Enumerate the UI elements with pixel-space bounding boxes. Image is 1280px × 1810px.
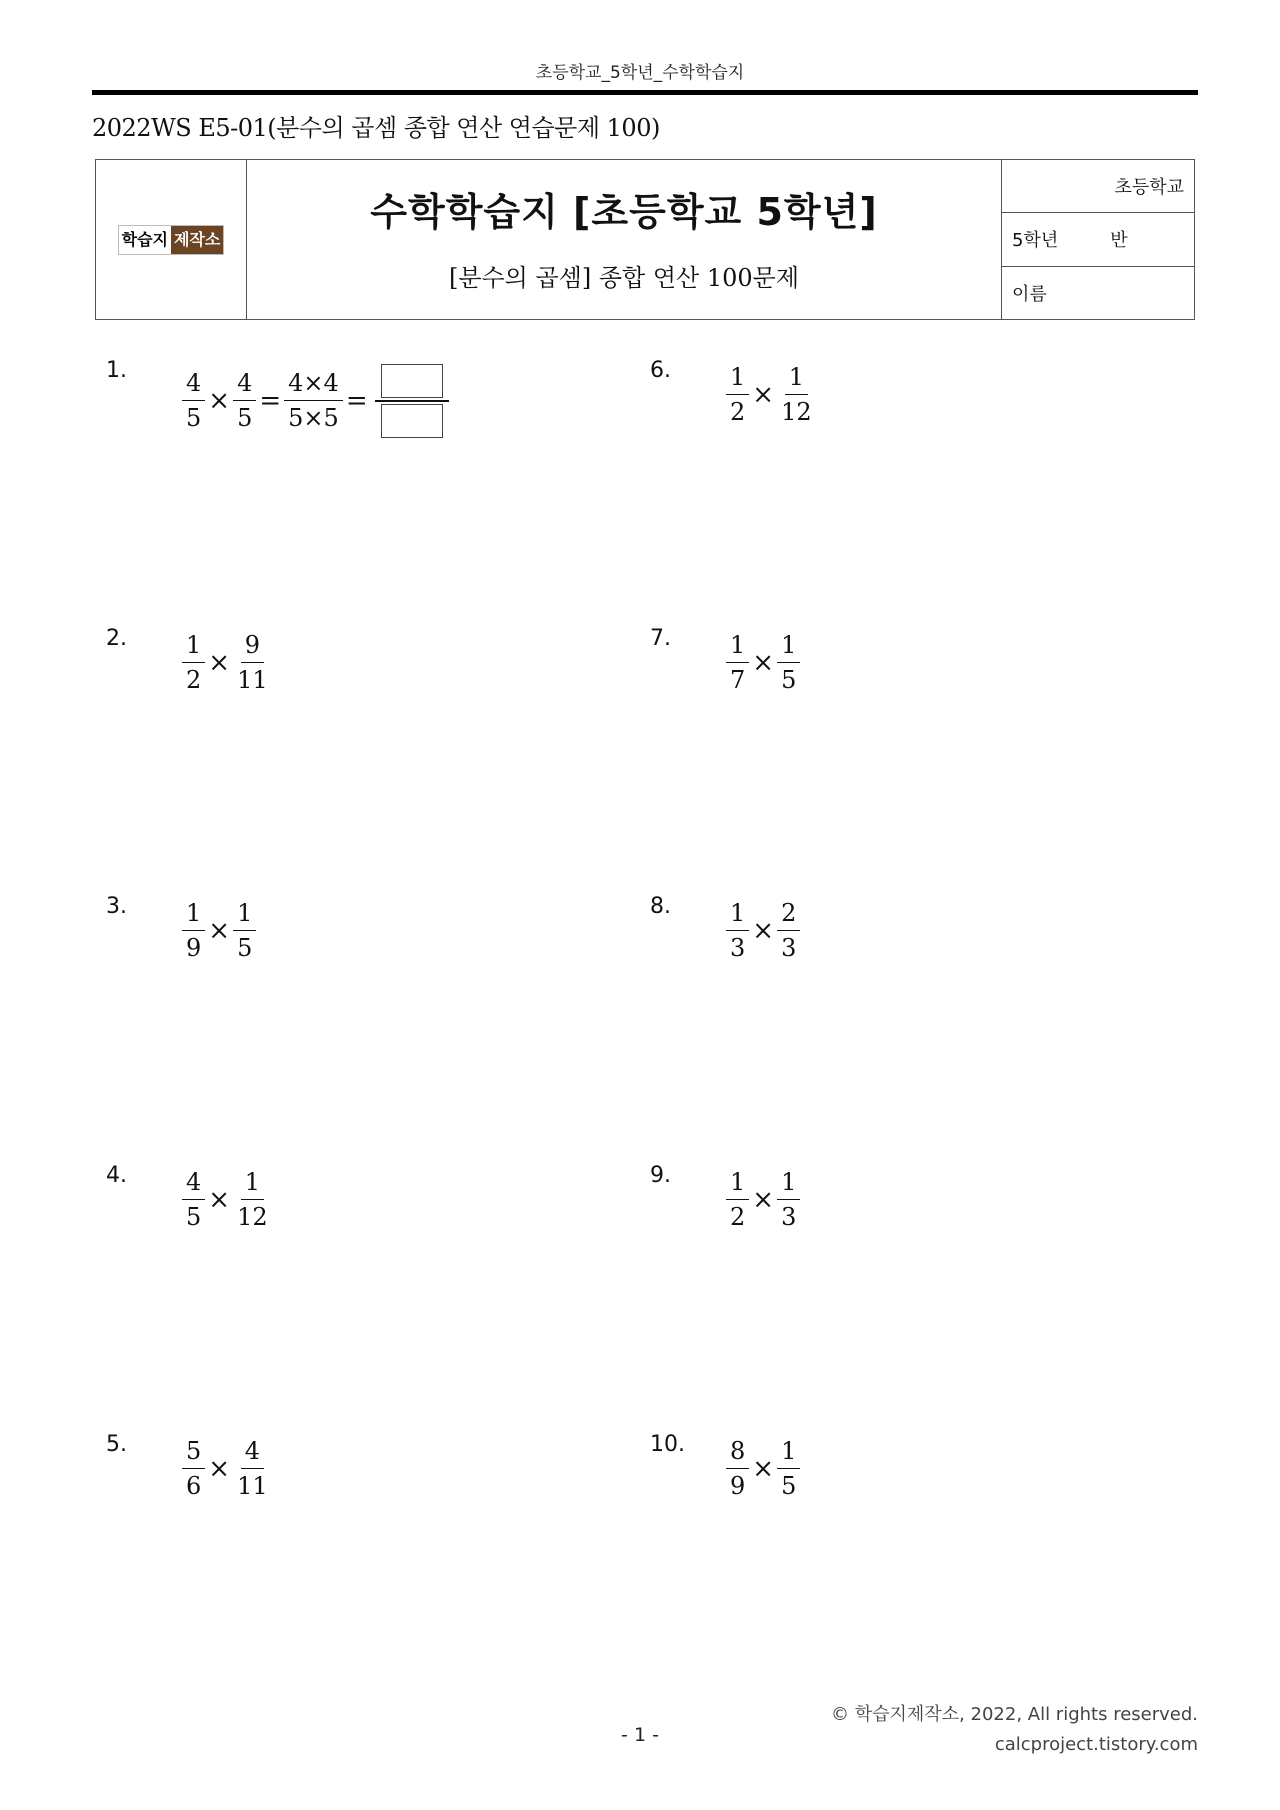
fraction bbox=[726, 362, 749, 427]
copyright-text: © 학습지제작소, 2022, All rights reserved. bbox=[831, 1704, 1198, 1725]
numerator: 4×4 bbox=[284, 368, 343, 401]
running-header: 초등학교_5학년_수학학습지 bbox=[535, 63, 745, 83]
problem-expression bbox=[182, 1167, 272, 1232]
numerator: 8 bbox=[726, 1436, 749, 1469]
class-label: 반 bbox=[1110, 230, 1128, 252]
numerator: 4 bbox=[182, 368, 205, 401]
page-title: 수학학습지 [초등학교 5학년] bbox=[370, 189, 878, 234]
fraction-bar bbox=[375, 400, 449, 402]
equals-sign: = bbox=[345, 385, 368, 416]
logo-cell bbox=[96, 160, 247, 319]
answer-denominator-box[interactable] bbox=[381, 404, 443, 438]
denominator: 7 bbox=[730, 666, 746, 694]
times-sign: × bbox=[752, 915, 775, 946]
numerator: 4 bbox=[233, 368, 256, 401]
numerator: 2 bbox=[777, 898, 800, 931]
numerator: 1 bbox=[726, 1167, 749, 1200]
numerator: 1 bbox=[777, 630, 800, 663]
problem-expression bbox=[182, 362, 449, 440]
title-cell bbox=[247, 160, 1002, 319]
denominator: 3 bbox=[730, 934, 746, 962]
times-sign: × bbox=[752, 379, 775, 410]
fraction bbox=[777, 1436, 800, 1501]
denominator: 5 bbox=[781, 1472, 797, 1500]
document-code: 2022WS E5-01(분수의 곱셈 종합 연산 연습문제 100) bbox=[92, 114, 660, 142]
name-label: 이름 bbox=[1012, 283, 1047, 305]
class-field bbox=[1002, 213, 1194, 266]
answer-fraction-boxes bbox=[375, 362, 449, 440]
page-subtitle: [분수의 곱셈] 종합 연산 100문제 bbox=[448, 263, 800, 292]
fraction bbox=[233, 1167, 272, 1232]
top-rule bbox=[92, 90, 1198, 95]
fraction bbox=[182, 1167, 205, 1232]
denominator: 5×5 bbox=[288, 404, 339, 433]
fraction bbox=[233, 898, 256, 963]
logo-part1: 학습지 bbox=[119, 226, 171, 254]
numerator: 1 bbox=[785, 362, 808, 395]
fraction bbox=[726, 1436, 749, 1501]
times-sign: × bbox=[752, 1184, 775, 1215]
denominator: 6 bbox=[186, 1472, 202, 1500]
problem-number: 1. bbox=[106, 358, 127, 383]
denominator: 5 bbox=[237, 404, 253, 433]
page-number: - 1 - bbox=[621, 1724, 659, 1746]
numerator: 1 bbox=[182, 630, 205, 663]
fraction bbox=[182, 368, 205, 433]
numerator: 1 bbox=[726, 362, 749, 395]
denominator: 5 bbox=[237, 934, 253, 962]
times-sign: × bbox=[208, 385, 231, 416]
problem-expression bbox=[726, 1436, 800, 1501]
problem-number: 9. bbox=[650, 1163, 671, 1188]
numerator: 1 bbox=[233, 898, 256, 931]
numerator: 5 bbox=[182, 1436, 205, 1469]
equals-sign: = bbox=[259, 385, 282, 416]
denominator: 12 bbox=[237, 1203, 268, 1231]
problem-number: 10. bbox=[650, 1432, 685, 1457]
fraction bbox=[182, 630, 205, 695]
denominator: 11 bbox=[237, 1472, 268, 1500]
denominator: 9 bbox=[186, 934, 202, 962]
denominator: 5 bbox=[781, 666, 797, 694]
problem-expression bbox=[182, 898, 256, 963]
site-url[interactable]: calcproject.tistory.com bbox=[994, 1734, 1198, 1755]
denominator: 5 bbox=[186, 404, 202, 433]
denominator: 3 bbox=[781, 934, 797, 962]
answer-numerator-box[interactable] bbox=[381, 364, 443, 398]
fraction bbox=[777, 362, 816, 427]
grade-label: 5학년 bbox=[1012, 230, 1059, 252]
school-label: 초등학교 bbox=[1114, 177, 1184, 199]
numerator: 1 bbox=[777, 1436, 800, 1469]
numerator: 9 bbox=[241, 630, 264, 663]
problem-expression bbox=[182, 630, 272, 695]
name-field bbox=[1002, 267, 1194, 319]
numerator: 4 bbox=[182, 1167, 205, 1200]
problem-number: 8. bbox=[650, 894, 671, 919]
denominator: 3 bbox=[781, 1203, 797, 1231]
numerator: 1 bbox=[726, 630, 749, 663]
problem-expression bbox=[726, 630, 800, 695]
times-sign: × bbox=[208, 915, 231, 946]
logo-part2: 제작소 bbox=[171, 226, 223, 254]
problem-number: 2. bbox=[106, 626, 127, 651]
numerator: 1 bbox=[777, 1167, 800, 1200]
fraction bbox=[182, 1436, 205, 1501]
fraction bbox=[726, 1167, 749, 1232]
denominator: 2 bbox=[730, 1203, 746, 1231]
denominator: 9 bbox=[730, 1472, 746, 1500]
times-sign: × bbox=[752, 647, 775, 678]
problem-number: 3. bbox=[106, 894, 127, 919]
fraction bbox=[777, 630, 800, 695]
problem-expression bbox=[726, 1167, 800, 1232]
denominator: 5 bbox=[186, 1203, 202, 1231]
fraction bbox=[777, 1167, 800, 1232]
problem-expression bbox=[726, 362, 816, 427]
fraction bbox=[726, 630, 749, 695]
fraction bbox=[726, 898, 749, 963]
problem-number: 7. bbox=[650, 626, 671, 651]
numerator: 1 bbox=[241, 1167, 264, 1200]
numerator: 1 bbox=[726, 898, 749, 931]
fraction bbox=[284, 368, 343, 433]
times-sign: × bbox=[752, 1453, 775, 1484]
problem-expression bbox=[182, 1436, 272, 1501]
denominator: 12 bbox=[781, 398, 812, 426]
fraction bbox=[182, 898, 205, 963]
logo bbox=[119, 226, 224, 254]
denominator: 2 bbox=[730, 398, 746, 426]
problem-number: 4. bbox=[106, 1163, 127, 1188]
numerator: 1 bbox=[182, 898, 205, 931]
fraction bbox=[777, 898, 800, 963]
problem-expression bbox=[726, 898, 800, 963]
fraction bbox=[233, 368, 256, 433]
problem-number: 5. bbox=[106, 1432, 127, 1457]
fraction bbox=[233, 1436, 272, 1501]
school-field bbox=[1002, 160, 1194, 213]
times-sign: × bbox=[208, 1453, 231, 1484]
numerator: 4 bbox=[241, 1436, 264, 1469]
fraction bbox=[233, 630, 272, 695]
denominator: 2 bbox=[186, 666, 202, 694]
problem-number: 6. bbox=[650, 358, 671, 383]
denominator: 11 bbox=[237, 666, 268, 694]
student-info bbox=[1002, 160, 1194, 319]
times-sign: × bbox=[208, 647, 231, 678]
times-sign: × bbox=[208, 1184, 231, 1215]
worksheet-header bbox=[95, 159, 1195, 320]
